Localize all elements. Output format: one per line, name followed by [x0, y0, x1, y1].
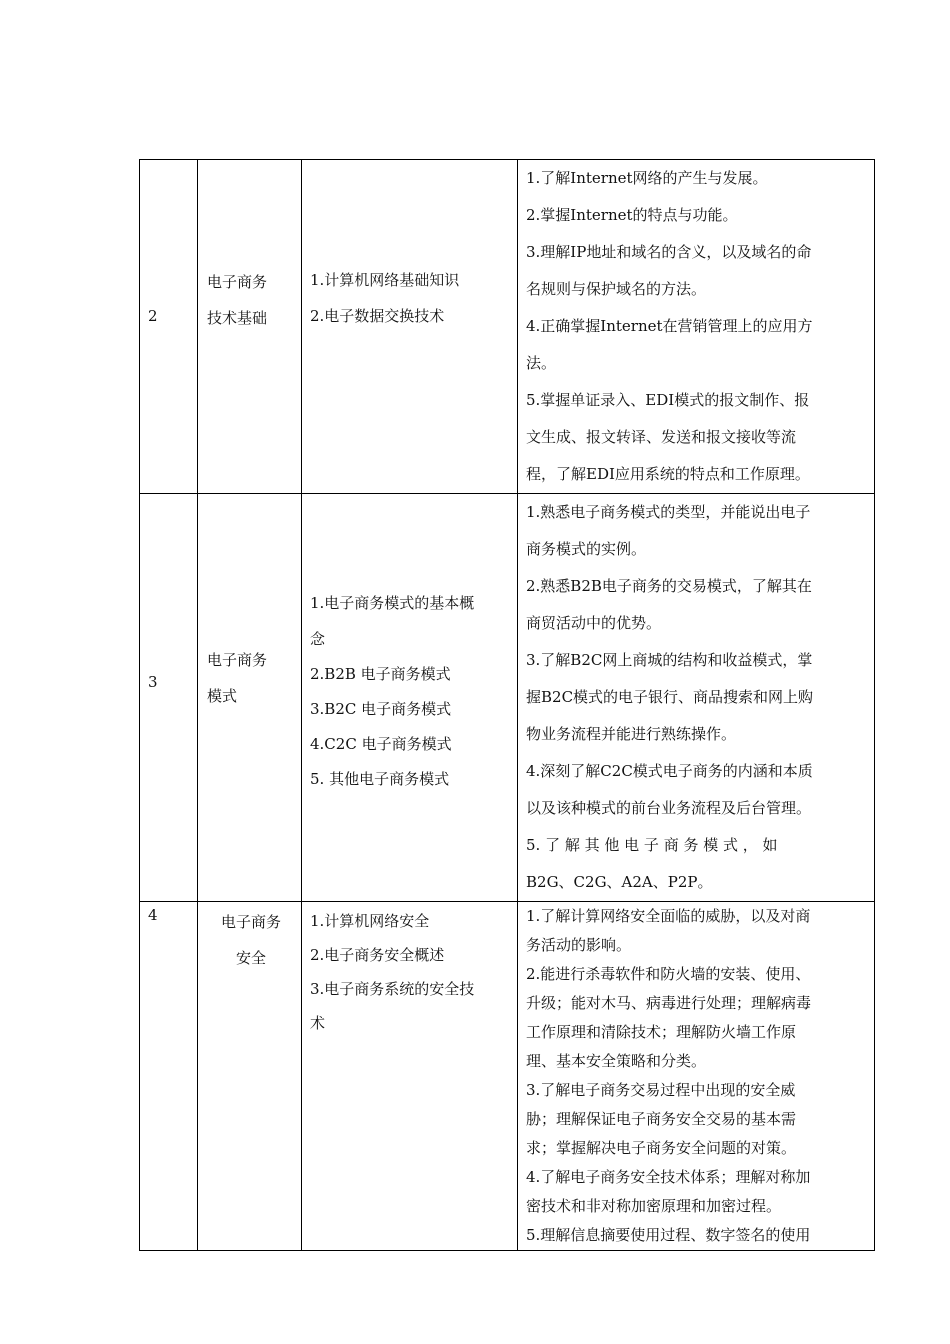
- requirement-line: 1.了解计算网络安全面临的威胁，以及对商: [526, 907, 811, 925]
- requirement-line: 5.掌握单证录入、EDI模式的报文制作、报: [526, 391, 810, 409]
- requirement-line: 4.了解电子商务安全技术体系；理解对称加: [526, 1168, 811, 1186]
- requirement-line: 以及该种模式的前台业务流程及后台管理。: [526, 799, 812, 817]
- requirement-line: 程，了解EDI应用系统的特点和工作原理。: [526, 465, 810, 483]
- topics-cell: [302, 494, 518, 902]
- category-line: 电子商务: [220, 913, 281, 931]
- table-row: [140, 494, 875, 902]
- requirement-line: 2.熟悉B2B电子商务的交易模式，了解其在: [526, 577, 812, 595]
- requirement-line: 5.理解信息摘要使用过程、数字签名的使用: [526, 1226, 811, 1244]
- topic-line: 2.电子商务安全概述: [310, 946, 445, 964]
- category-cell: [198, 494, 302, 902]
- category-line: 模式: [207, 687, 238, 705]
- requirement-line: 物业务流程并能进行熟练操作。: [526, 725, 737, 743]
- topic-line: 1.电子商务模式的基本概: [310, 594, 475, 612]
- category-cell: [198, 160, 302, 494]
- requirement-line: 求；掌握解决电子商务安全问题的对策。: [526, 1139, 797, 1157]
- topic-line: 1.计算机网络基础知识: [310, 271, 460, 289]
- topics-cell: [302, 902, 518, 1251]
- requirement-line: 胁；理解保证电子商务安全交易的基本需: [526, 1110, 797, 1128]
- row-number: 2: [148, 307, 158, 325]
- category-cell: [198, 902, 302, 1251]
- requirement-line: 3.理解IP地址和域名的含义，以及域名的命: [526, 243, 812, 261]
- topic-line: 2.电子数据交换技术: [310, 307, 445, 325]
- requirement-line: 1.了解Internet网络的产生与发展。: [526, 169, 768, 187]
- curriculum-table: [139, 159, 875, 1251]
- requirement-line: 商务模式的实例。: [526, 540, 647, 558]
- requirement-line: 2.掌握Internet的特点与功能。: [526, 206, 738, 224]
- requirement-line: 3.了解B2C网上商城的结构和收益模式，掌: [526, 651, 813, 669]
- topic-line: 4.C2C 电子商务模式: [310, 735, 452, 753]
- row-number: 4: [148, 906, 158, 924]
- row-number: 3: [148, 673, 158, 691]
- requirement-line: 4.深刻了解C2C模式电子商务的内涵和本质: [526, 762, 813, 780]
- requirement-line: 密技术和非对称加密原理和加密过程。: [526, 1197, 782, 1215]
- topic-line: 1.计算机网络安全: [310, 912, 430, 930]
- requirement-line: 法。: [526, 354, 557, 372]
- requirement-line: 名规则与保护域名的方法。: [526, 280, 707, 298]
- requirement-line: 1.熟悉电子商务模式的类型，并能说出电子: [526, 503, 811, 521]
- category-line: 电子商务: [207, 651, 268, 669]
- requirement-line: 2.能进行杀毒软件和防火墙的安装、使用、: [526, 965, 811, 983]
- topic-line: 3.B2C 电子商务模式: [310, 700, 452, 718]
- requirement-line: 3.了解电子商务交易过程中出现的安全威: [526, 1081, 796, 1099]
- requirement-line: 4.正确掌握Internet在营销管理上的应用方: [526, 317, 813, 335]
- requirements-cell: [518, 902, 875, 1251]
- requirement-line: 工作原理和清除技术；理解防火墙工作原: [526, 1023, 797, 1041]
- topic-line: 术: [310, 1014, 326, 1032]
- requirements-cell: [518, 494, 875, 902]
- topic-line: 念: [310, 630, 326, 648]
- category-line: 安全: [235, 949, 266, 967]
- requirements-cell: [518, 160, 875, 494]
- topic-line: 5. 其他电子商务模式: [310, 770, 450, 788]
- requirement-line: B2G、C2G、A2A、P2P。: [526, 873, 713, 891]
- table-row: [140, 160, 875, 494]
- topic-line: 2.B2B 电子商务模式: [310, 665, 451, 683]
- requirement-line: 文生成、报文转译、发送和报文接收等流: [526, 428, 797, 446]
- requirement-line: 握B2C模式的电子银行、商品搜索和网上购: [526, 688, 814, 706]
- category-line: 技术基础: [207, 309, 268, 327]
- category-line: 电子商务: [207, 273, 268, 291]
- requirement-line: 理、基本安全策略和分类。: [526, 1052, 707, 1070]
- requirement-line: 5. 了 解 其 他 电 子 商 务 模 式 ， 如: [526, 836, 778, 854]
- topic-line: 3.电子商务系统的安全技: [310, 980, 475, 998]
- topics-cell: [302, 160, 518, 494]
- requirement-line: 升级；能对木马、病毒进行处理；理解病毒: [526, 994, 812, 1012]
- requirement-line: 商贸活动中的优势。: [526, 614, 662, 632]
- table-row: [140, 902, 875, 1251]
- requirement-line: 务活动的影响。: [526, 936, 632, 954]
